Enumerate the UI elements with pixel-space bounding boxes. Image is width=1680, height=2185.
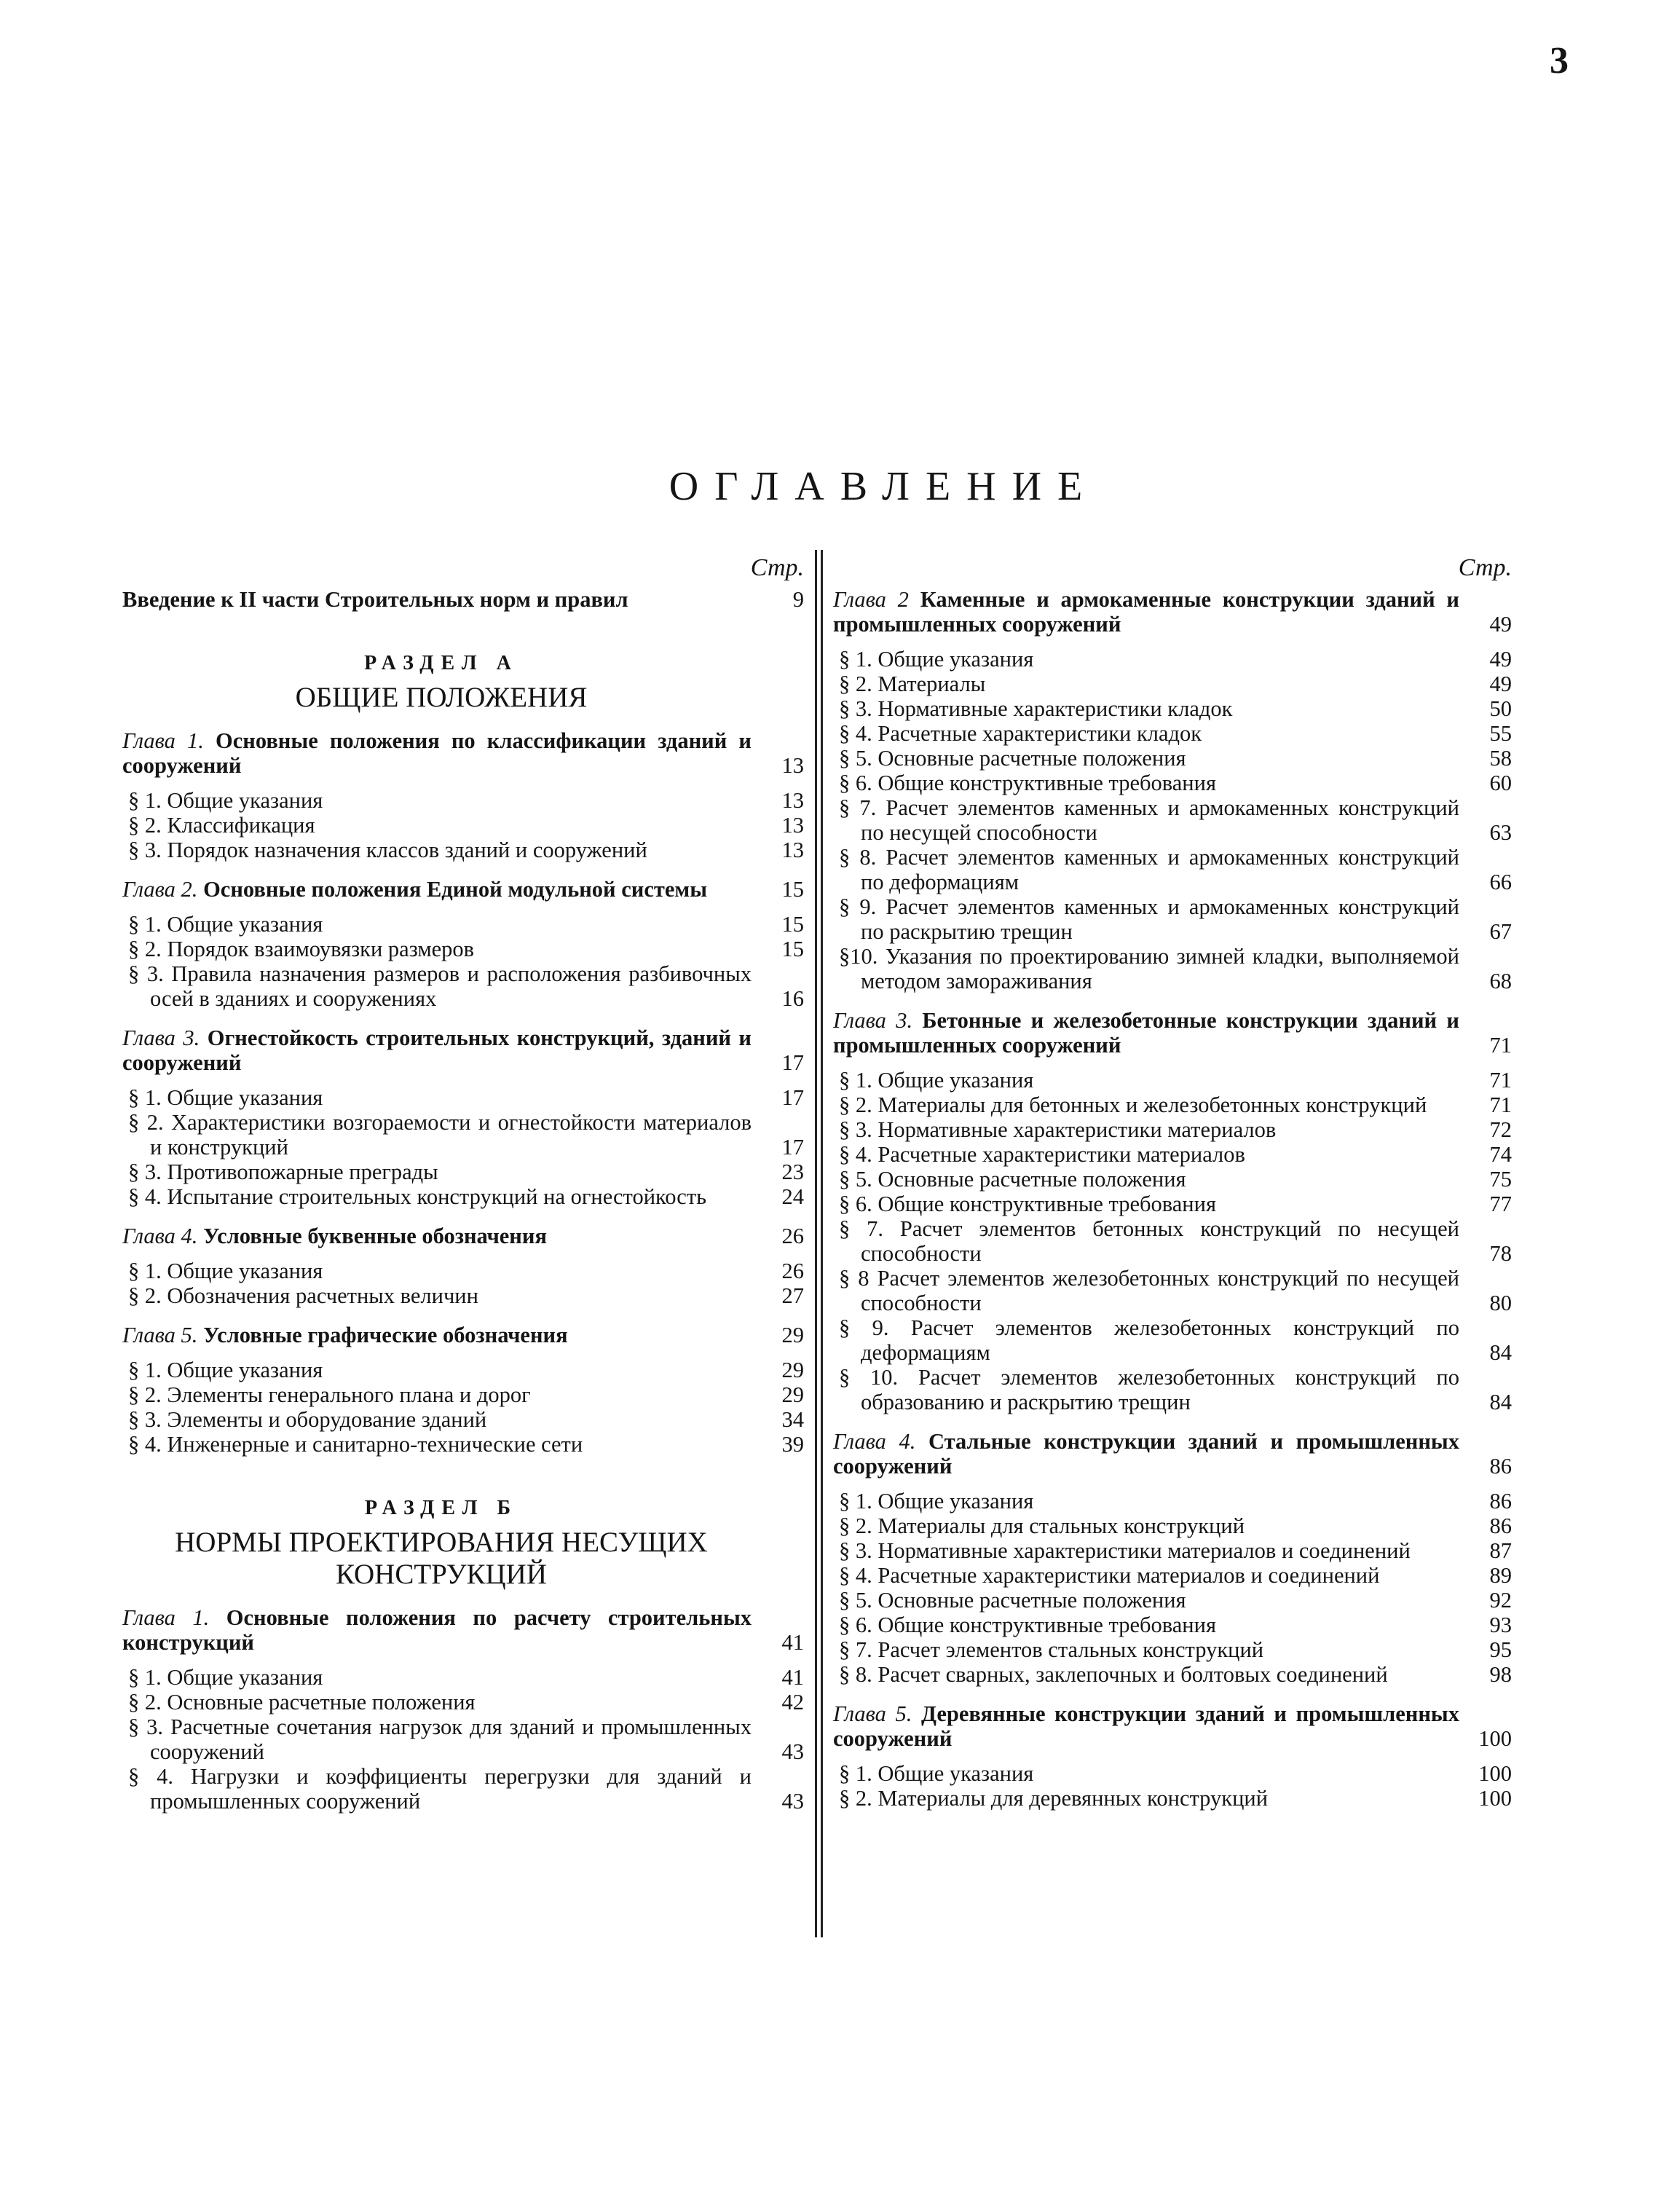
chapter-prefix: Глава 2 [833,587,909,612]
toc-paragraph[interactable] [122,1358,804,1382]
entry-page: 41 [781,1630,804,1655]
entry-title: § 9. Расчет элементов железобетонных конструкций по деформациям [839,1315,1459,1365]
entry-title: § 3. Расчетные сочетания нагрузок для зданий и промышленных сооружений [128,1714,752,1764]
toc-chapter[interactable] [122,728,804,778]
toc-chapter[interactable] [122,1025,804,1075]
toc-chapter[interactable] [122,1224,804,1248]
entry-title: § 5. Основные расчетные положения [839,1167,1186,1192]
chapter-title: Стальные конструкции зданий и промышленных сооружений [833,1429,1459,1479]
toc-paragraph[interactable] [833,672,1512,696]
entry-page: 13 [781,788,804,813]
entry-title: § 1. Общие указания [839,1489,1034,1513]
toc-paragraph[interactable] [122,813,804,838]
chapter-prefix: Глава 1. [122,1605,210,1630]
toc-paragraph[interactable] [833,1192,1512,1216]
toc-paragraph[interactable] [833,1563,1512,1588]
section-title: ОБЩИЕ ПОЛОЖЕНИЯ [295,682,588,713]
entry-page: 67 [1489,919,1512,944]
entry-page: 71 [1489,1092,1512,1117]
chapter-title: Деревянные конструкции зданий и промышленных сооружений [833,1701,1459,1751]
entry-title: § 8. Расчет элементов каменных и армокаменных конструкций по деформациям [839,845,1459,894]
entry-page: 98 [1489,1662,1512,1687]
toc-paragraph[interactable] [833,647,1512,672]
entry-title: § 1. Общие указания [128,1259,323,1283]
entry-page: 29 [781,1323,804,1347]
entry-title: § 10. Расчет элементов железобетонных конструкций по образованию и раскрытию трещин [839,1365,1459,1414]
toc-paragraph[interactable] [833,721,1512,746]
toc-paragraph[interactable] [833,1142,1512,1167]
entry-page: 13 [781,838,804,862]
column-rule [821,550,823,1937]
toc-paragraph[interactable] [833,696,1512,721]
toc-chapter[interactable] [122,877,804,902]
toc-paragraph[interactable] [122,788,804,813]
toc-left-column [122,554,804,1814]
chapter-title: Огнестойкость строительных конструкций, зданий и сооружений [122,1025,752,1075]
entry-title: § 8 Расчет элементов железобетонных конструкций по несущей способности [839,1266,1459,1315]
entry-page: 87 [1489,1538,1512,1563]
toc-paragraph[interactable] [833,1216,1512,1266]
toc-paragraph[interactable] [833,1266,1512,1315]
entry-page: 29 [781,1382,804,1407]
toc-paragraph[interactable] [833,845,1512,894]
chapter-title: Основные положения Единой модульной системы [203,877,708,902]
entry-page: 15 [781,912,804,937]
entry-title: § 2. Характеристики возгораемости и огнестойкости материалов и конструкций [128,1110,752,1160]
entry-title: § 3. Нормативные характеристики материалов и соединений [839,1538,1411,1563]
chapter-prefix: Глава 3. [833,1008,913,1033]
entry-page: 43 [781,1739,804,1764]
entry-page: 78 [1489,1241,1512,1266]
toc-paragraph[interactable] [833,894,1512,944]
toc-paragraph[interactable] [122,1407,804,1432]
toc-paragraph[interactable] [833,1662,1512,1687]
toc-paragraph[interactable] [122,1382,804,1407]
entry-page: 17 [781,1050,804,1075]
entry-title: § 2. Материалы [839,672,986,696]
entry-page: 24 [781,1184,804,1209]
column-rule [815,550,817,1937]
toc-paragraph[interactable] [833,1365,1512,1414]
entry-page: 86 [1489,1513,1512,1538]
entry-title: § 6. Общие конструктивные требования [839,771,1216,795]
toc-paragraph[interactable] [833,746,1512,771]
entry-title: § 2. Материалы для бетонных и железобетонных конструкций [839,1092,1427,1117]
entry-page: 17 [781,1135,804,1160]
entry-page: 86 [1489,1454,1512,1479]
toc-paragraph[interactable] [122,1714,804,1764]
entry-page: 71 [1489,1033,1512,1058]
entry-page: 58 [1489,746,1512,771]
entry-title: § 1. Общие указания [128,1665,323,1690]
entry-page: 41 [781,1665,804,1690]
entry-page: 60 [1489,771,1512,795]
entry-title: § 8. Расчет сварных, заклепочных и болтовых соединений [839,1662,1388,1687]
entry-title: § 4. Испытание строительных конструкций на огнестойкость [128,1184,707,1209]
toc-paragraph[interactable] [122,1665,804,1690]
entry-page: 68 [1489,969,1512,993]
page-number: 3 [1550,40,1569,82]
chapter-title: Условные графические обозначения [203,1323,568,1347]
entry-title: Введение к II части Строительных норм и правил [122,587,628,612]
entry-title: § 2. Обозначения расчетных величин [128,1283,478,1308]
chapter-title: Основные положения по классификации зданий и сооружений [122,728,752,778]
toc-right-column [833,554,1512,1811]
entry-title: § 1. Общие указания [128,788,323,813]
entry-page: 84 [1489,1340,1512,1365]
page-col-label: Стр. [750,554,804,581]
toc-paragraph[interactable] [833,795,1512,845]
toc-paragraph[interactable] [833,1637,1512,1662]
entry-title: § 5. Основные расчетные положения [839,746,1186,771]
entry-page: 100 [1478,1786,1512,1811]
toc-paragraph[interactable] [833,1315,1512,1365]
entry-title: § 3. Нормативные характеристики кладок [839,696,1233,721]
chapter-prefix: Глава 5. [833,1701,912,1726]
section-label: РАЗДЕЛ А [364,652,518,674]
chapter-prefix: Глава 4. [122,1224,198,1248]
entry-page: 16 [781,986,804,1011]
toc-paragraph[interactable] [833,944,1512,993]
entry-page: 86 [1489,1489,1512,1513]
chapter-prefix: Глава 1. [122,728,204,753]
entry-title: § 4. Расчетные характеристики материалов и соединений [839,1563,1380,1588]
toc-paragraph[interactable] [833,1167,1512,1192]
toc-paragraph[interactable] [833,771,1512,795]
chapter-prefix: Глава 2. [122,877,198,902]
entry-page: 26 [781,1224,804,1248]
toc-chapter[interactable] [833,1008,1512,1058]
entry-title: § 2. Основные расчетные положения [128,1690,476,1714]
entry-page: 15 [781,877,804,902]
entry-page: 39 [781,1432,804,1457]
entry-page: 15 [781,937,804,961]
chapter-prefix: Глава 3. [122,1025,200,1050]
entry-title: § 4. Расчетные характеристики кладок [839,721,1202,746]
entry-page: 49 [1489,672,1512,696]
chapter-title: Условные буквенные обозначения [203,1224,547,1248]
entry-page: 43 [781,1789,804,1814]
entry-page: 34 [781,1407,804,1432]
toc-paragraph[interactable] [122,912,804,937]
toc-chapter[interactable] [122,1605,804,1655]
toc-paragraph[interactable] [122,961,804,1011]
section-title: НОРМЫ ПРОЕКТИРОВАНИЯ НЕСУЩИХ КОНСТРУКЦИЙ [175,1527,708,1590]
entry-page: 77 [1489,1192,1512,1216]
toc-chapter[interactable] [833,1429,1512,1479]
entry-title: § 3. Элементы и оборудование зданий [128,1407,487,1432]
toc-paragraph[interactable] [833,1786,1512,1811]
toc-entry-intro[interactable] [122,587,804,612]
toc-paragraph[interactable] [833,1489,1512,1513]
page-title: ОГЛАВЛЕНИЕ [669,464,1099,509]
entry-page: 93 [1489,1613,1512,1637]
toc-paragraph[interactable] [833,1513,1512,1538]
entry-title: § 6. Общие конструктивные требования [839,1613,1216,1637]
entry-title: § 2. Порядок взаимоувязки размеров [128,937,475,961]
entry-page: 9 [792,587,804,612]
entry-page: 95 [1489,1637,1512,1662]
toc-paragraph[interactable] [833,1068,1512,1092]
entry-page: 23 [781,1160,804,1184]
entry-page: 26 [781,1259,804,1283]
section-label: РАЗДЕЛ Б [364,1497,518,1519]
entry-page: 100 [1478,1761,1512,1786]
toc-paragraph[interactable] [122,1764,804,1814]
toc-paragraph[interactable] [833,1588,1512,1613]
toc-paragraph[interactable] [122,1085,804,1110]
entry-page: 72 [1489,1117,1512,1142]
entry-title: § 1. Общие указания [128,1085,323,1110]
entry-page: 50 [1489,696,1512,721]
entry-title: § 2. Классификация [128,813,315,838]
chapter-prefix: Глава 5. [122,1323,198,1347]
entry-page: 80 [1489,1291,1512,1315]
toc-paragraph[interactable] [122,1184,804,1209]
toc-paragraph[interactable] [833,1538,1512,1563]
entry-title: § 3. Нормативные характеристики материалов [839,1117,1277,1142]
entry-page: 66 [1489,870,1512,894]
entry-page: 49 [1489,647,1512,672]
toc-paragraph[interactable] [122,1160,804,1184]
chapter-title: Бетонные и железобетонные конструкции зданий и промышленных сооружений [833,1008,1459,1058]
entry-title: § 5. Основные расчетные положения [839,1588,1186,1613]
entry-title: § 1. Общие указания [839,647,1034,672]
entry-page: 75 [1489,1167,1512,1192]
entry-title: § 1. Общие указания [128,1358,323,1382]
entry-page: 71 [1489,1068,1512,1092]
entry-page: 29 [781,1358,804,1382]
entry-title: § 7. Расчет элементов каменных и армокаменных конструкций по несущей способности [839,795,1459,845]
entry-page: 42 [781,1690,804,1714]
entry-page: 89 [1489,1563,1512,1588]
chapter-prefix: Глава 4. [833,1429,916,1454]
entry-title: § 3. Порядок назначения классов зданий и сооружений [128,838,647,862]
chapter-title: Основные положения по расчету строительных конструкций [122,1605,752,1655]
entry-page: 74 [1489,1142,1512,1167]
page-col-label: Стр. [1458,554,1512,581]
entry-page: 17 [781,1085,804,1110]
toc-paragraph[interactable] [122,838,804,862]
toc-paragraph[interactable] [833,1092,1512,1117]
toc-paragraph[interactable] [122,1259,804,1283]
toc-paragraph[interactable] [122,937,804,961]
entry-title: § 4. Инженерные и санитарно-технические сети [128,1432,583,1457]
toc-chapter[interactable] [833,587,1512,637]
entry-page: 27 [781,1283,804,1308]
entry-title: § 3. Противопожарные преграды [128,1160,438,1184]
entry-title: § 9. Расчет элементов каменных и армокаменных конструкций по раскрытию трещин [839,894,1459,944]
entry-title: § 4. Расчетные характеристики материалов [839,1142,1245,1167]
entry-page: 100 [1478,1726,1512,1751]
entry-title: § 7. Расчет элементов бетонных конструкций по несущей способности [839,1216,1459,1266]
toc-paragraph[interactable] [122,1110,804,1160]
entry-title: § 3. Правила назначения размеров и расположения разбивочных осей в зданиях и сооружениях [128,961,752,1011]
entry-page: 84 [1489,1390,1512,1414]
toc-paragraph[interactable] [122,1690,804,1714]
entry-page: 13 [781,753,804,778]
toc-paragraph[interactable] [833,1761,1512,1786]
entry-page: 55 [1489,721,1512,746]
entry-title: § 4. Нагрузки и коэффициенты перегрузки для зданий и промышленных сооружений [128,1764,752,1814]
entry-page: 92 [1489,1588,1512,1613]
entry-title: § 1. Общие указания [128,912,323,937]
entry-title: § 1. Общие указания [839,1761,1034,1786]
entry-page: 49 [1489,612,1512,637]
entry-page: 63 [1489,820,1512,845]
entry-title: § 6. Общие конструктивные требования [839,1192,1216,1216]
toc-paragraph[interactable] [833,1117,1512,1142]
chapter-title: Каменные и армокаменные конструкции зданий и промышленных сооружений [833,587,1459,637]
toc-paragraph[interactable] [122,1432,804,1457]
entry-title: § 2. Материалы для деревянных конструкций [839,1786,1269,1811]
entry-title: § 7. Расчет элементов стальных конструкций [839,1637,1264,1662]
toc-chapter[interactable] [833,1701,1512,1751]
entry-title: § 2. Материалы для стальных конструкций [839,1513,1245,1538]
entry-title: § 1. Общие указания [839,1068,1034,1092]
entry-page: 13 [781,813,804,838]
toc-paragraph[interactable] [122,1283,804,1308]
entry-title: §10. Указания по проектированию зимней кладки, выполняемой методом замораживания [839,944,1459,993]
entry-title: § 2. Элементы генерального плана и дорог [128,1382,531,1407]
toc-paragraph[interactable] [833,1613,1512,1637]
toc-chapter[interactable] [122,1323,804,1347]
